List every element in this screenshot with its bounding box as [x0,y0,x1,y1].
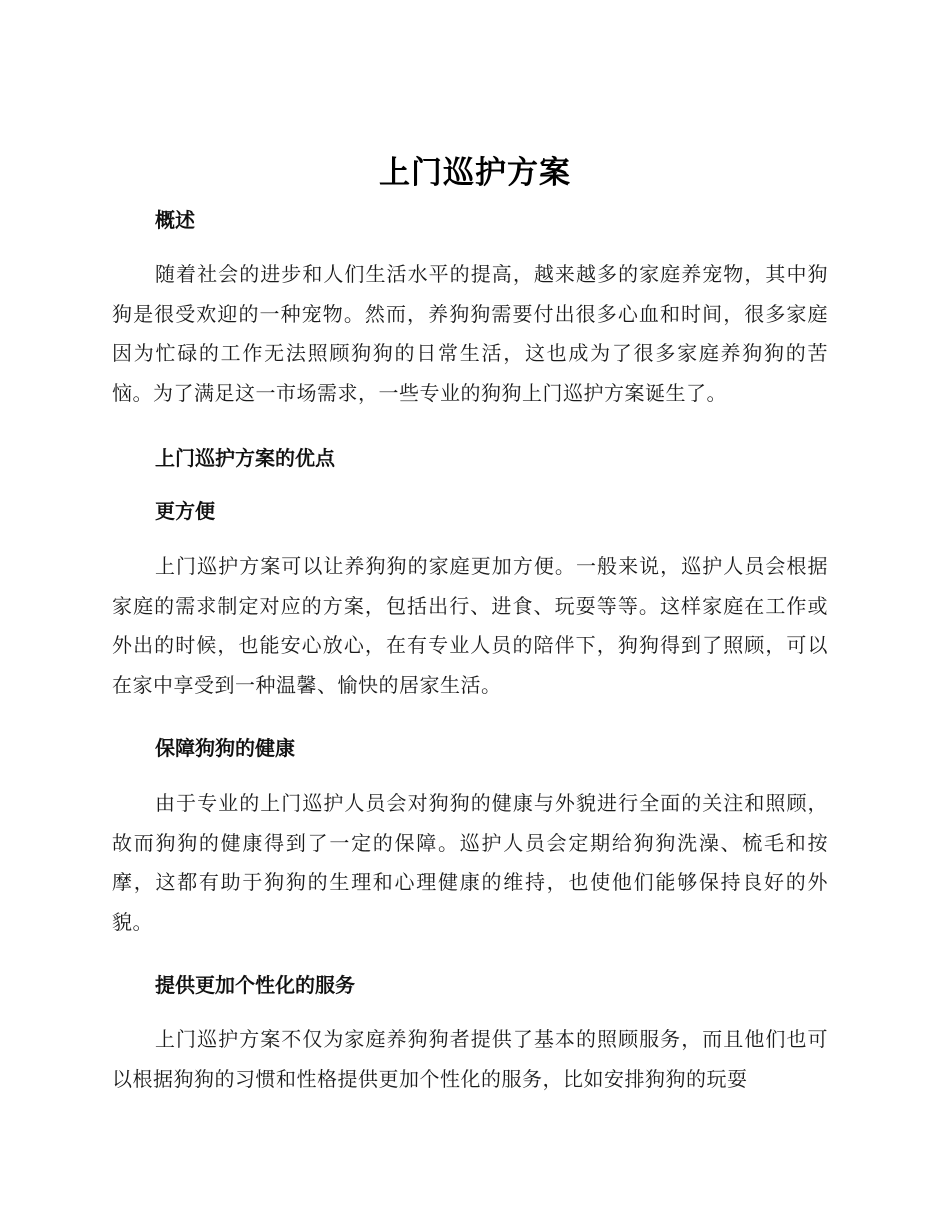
section-heading-advantages: 上门巡护方案的优点 [155,446,335,470]
subsection-heading-convenience: 更方便 [155,499,215,523]
paragraph-convenience: 上门巡护方案可以让养狗狗的家庭更加方便。一般来说，巡护人员会根据家庭的需求制定对应的方案，包括出行、进食、玩耍等等。这样家庭在工作或外出的时候，也能安心放心，在有专业人员的陪伴下，狗狗得到了照顾，可以在家中享受到一种温馨、愉快的居家生活。 [112,554,828,697]
paragraph-overview: 随着社会的进步和人们生活水平的提高，越来越多的家庭养宠物，其中狗狗是很受欢迎的一种宠物。然而，养狗狗需要付出很多心血和时间，很多家庭因为忙碌的工作无法照顾狗狗的日常生活，这也成为了很多家庭养狗狗的苦恼。为了满足这一市场需求，一些专业的狗狗上门巡护方案诞生了。 [112,262,828,405]
subsection-heading-personalized: 提供更加个性化的服务 [155,973,355,997]
paragraph-personalized: 上门巡护方案不仅为家庭养狗狗者提供了基本的照顾服务，而且他们也可以根据狗狗的习惯和性格提供更加个性化的服务，比如安排狗狗的玩耍 [112,1027,828,1091]
subsection-heading-health: 保障狗狗的健康 [155,736,295,760]
paragraph-health: 由于专业的上门巡护人员会对狗狗的健康与外貌进行全面的关注和照顾，故而狗狗的健康得到了一定的保障。巡护人员会定期给狗狗洗澡、梳毛和按摩，这都有助于狗狗的生理和心理健康的维持，也使他们能够保持良好的外貌。 [112,791,828,934]
document-title: 上门巡护方案 [379,155,571,191]
section-heading-overview: 概述 [155,208,195,232]
